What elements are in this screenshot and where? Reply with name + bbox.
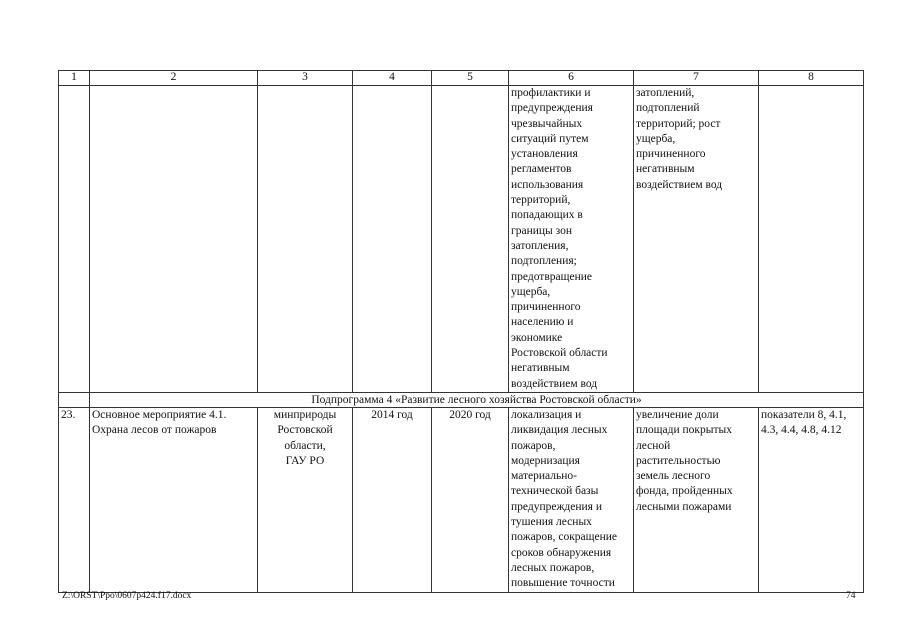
- text-line: пожаров, сокращение: [511, 531, 618, 544]
- subprogram-title: Подпрограмма 4 «Развитие лесного хозяйства Ростовской области»: [90, 392, 864, 407]
- text-line: границы зон: [511, 224, 573, 237]
- text-line: материально-: [511, 470, 577, 483]
- header-col-7: 7: [634, 71, 759, 86]
- text-line: территорий; рост: [636, 117, 721, 130]
- text-line: увеличение доли: [636, 408, 719, 421]
- text-line: попадающих в: [511, 209, 583, 222]
- text-line: растительностью: [636, 454, 721, 467]
- text-line: чрезвычайных: [511, 117, 583, 130]
- text-line: негативным: [511, 362, 570, 375]
- text-line: фонда, пройденных: [636, 485, 733, 498]
- text-line: экономике: [511, 331, 563, 344]
- text-line: предупреждения и: [511, 500, 602, 513]
- text-line: площади покрытых: [636, 424, 732, 437]
- text-line: лесной: [636, 439, 671, 452]
- header-row: [59, 71, 864, 86]
- text-line: подтоплений: [636, 102, 700, 115]
- text-line: использования: [511, 178, 584, 191]
- text-line: профилактики и: [511, 87, 591, 99]
- end-year: 2020 год: [432, 407, 509, 592]
- row-number: 23.: [59, 407, 90, 592]
- start-year: 2014 год: [353, 407, 432, 592]
- header-col-2: 2: [90, 71, 258, 86]
- text-line: ликвидация лесных: [511, 424, 608, 437]
- text-line: лесными пожарами: [636, 500, 732, 513]
- text-line: земель лесного: [636, 470, 711, 483]
- expected-result: [509, 407, 634, 592]
- text-line: затопления,: [511, 239, 569, 252]
- cont-cell-1: [59, 86, 90, 393]
- text-line: Ростовской: [277, 424, 333, 437]
- text-line: ситуаций путем: [511, 132, 589, 145]
- cont-cell-2: [90, 86, 258, 393]
- text-line: Ростовской области: [511, 347, 608, 360]
- text-line: негативным: [636, 163, 695, 176]
- text-line: причиненного: [636, 148, 706, 161]
- text-line: области,: [284, 439, 326, 452]
- text-line: Основное мероприятие 4.1.: [92, 408, 227, 421]
- header-col-6: 6: [509, 71, 634, 86]
- text-line: минприроды: [273, 408, 337, 421]
- indicators: [759, 407, 864, 592]
- text-line: населению и: [511, 316, 574, 329]
- text-line: затоплений,: [636, 87, 695, 99]
- continuation-row: [59, 86, 864, 393]
- footer-file-path: Z:\ORST\Ppo\0607p424.f17.docx: [62, 591, 192, 601]
- text-line: предотвращение: [511, 270, 592, 283]
- text-line: предупреждения: [511, 102, 593, 115]
- subprogram-row: [59, 392, 864, 407]
- text-line: ущерба,: [636, 132, 676, 145]
- page-number: 74: [846, 591, 856, 601]
- text-line: лесных пожаров,: [511, 561, 595, 574]
- header-col-4: 4: [353, 71, 432, 86]
- text-line: сроков обнаружения: [511, 546, 612, 559]
- text-line: воздействием вод: [636, 178, 723, 191]
- text-line: пожаров,: [511, 439, 556, 452]
- text-line: причиненного: [511, 301, 581, 314]
- text-line: регламентов: [511, 163, 572, 176]
- header-col-1: 1: [59, 71, 90, 86]
- text-line: ГАУ РО: [285, 454, 325, 467]
- text-line: Охрана лесов от пожаров: [92, 424, 217, 437]
- cont-consequence-cell: [634, 86, 759, 393]
- text-line: территорий,: [511, 194, 571, 207]
- cont-result-cell: [509, 86, 634, 393]
- measures-table: [58, 70, 864, 593]
- subprogram-blank-cell: [59, 392, 90, 407]
- text-line: 4.3, 4.4, 4.8, 4.12: [761, 424, 842, 437]
- text-line: установления: [511, 148, 578, 161]
- text-line: технической базы: [511, 485, 599, 498]
- header-col-5: 5: [432, 71, 509, 86]
- text-line: повышение точности: [511, 577, 615, 590]
- cont-cell-5: [432, 86, 509, 393]
- table-row: [59, 407, 864, 592]
- text-line: показатели 8, 4.1,: [761, 408, 847, 421]
- text-line: тушения лесных: [511, 516, 592, 529]
- text-line: воздействием вод: [511, 377, 598, 390]
- header-col-8: 8: [759, 71, 864, 86]
- cont-cell-4: [353, 86, 432, 393]
- text-line: ущерба,: [511, 285, 551, 298]
- cont-cell-8: [759, 86, 864, 393]
- text-line: модернизация: [511, 454, 580, 467]
- text-line: подтопления;: [511, 255, 577, 268]
- consequences: [634, 407, 759, 592]
- measure-name: [90, 407, 258, 592]
- text-line: локализация и: [511, 408, 582, 421]
- cont-cell-3: [258, 86, 353, 393]
- header-col-3: 3: [258, 71, 353, 86]
- executor: [258, 407, 353, 592]
